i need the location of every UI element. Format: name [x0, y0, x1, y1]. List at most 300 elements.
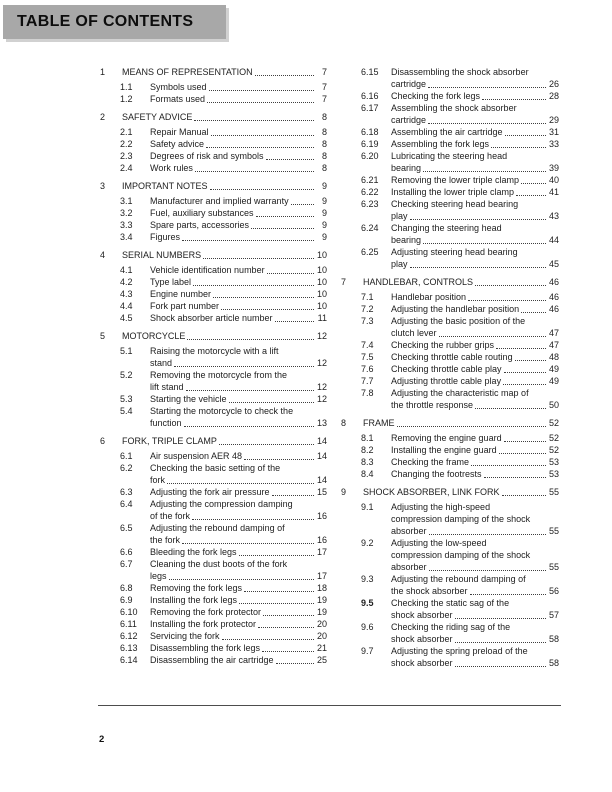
- toc-entry[interactable]: [100, 207, 327, 219]
- toc-entry[interactable]: [341, 468, 559, 480]
- toc-entry-lastline: [391, 363, 559, 375]
- toc-leader-dots: [229, 401, 314, 403]
- toc-entry-title: Removing the engine guard: [391, 433, 502, 443]
- toc-entry[interactable]: [100, 330, 327, 342]
- toc-entry-body: [150, 162, 327, 174]
- toc-entry-page: 10: [316, 265, 327, 275]
- toc-entry-number: 6.14: [120, 655, 138, 665]
- toc-entry[interactable]: [100, 405, 327, 429]
- toc-leader-dots: [423, 170, 546, 172]
- toc-leader-dots: [222, 638, 314, 640]
- toc-entry-title: Manufacturer and implied warranty: [150, 196, 289, 206]
- toc-entry-body: [122, 111, 327, 123]
- toc-entry-title: legs: [150, 571, 167, 581]
- toc-entry-lastline: [391, 174, 559, 186]
- toc-entry-page: 16: [316, 535, 327, 545]
- toc-entry-body: [391, 90, 559, 102]
- toc-entry[interactable]: [100, 162, 327, 174]
- toc-entry-title: Figures: [150, 232, 181, 242]
- toc-entry-page: 44: [548, 235, 559, 245]
- toc-entry-lastline: [391, 258, 559, 270]
- toc-entry[interactable]: [341, 363, 559, 375]
- toc-entry-title: Checking the fork legs: [391, 91, 481, 101]
- toc-entry-page: 47: [548, 328, 559, 338]
- toc-entry-lastline: [150, 312, 327, 324]
- toc-entry-page: 52: [548, 418, 559, 428]
- toc-entry-title-line: compression damping of the shock: [391, 514, 531, 524]
- toc-entry-lastline: [391, 609, 559, 621]
- toc-entry-title: Work rules: [150, 163, 193, 173]
- toc-entry-title: Spare parts, accessories: [150, 220, 250, 230]
- toc-entry-page: 55: [548, 562, 559, 572]
- toc-entry-lastline: [391, 351, 559, 363]
- toc-entry-title: SAFETY ADVICE: [122, 112, 193, 122]
- toc-entry-body: [150, 150, 327, 162]
- toc-leader-dots: [207, 101, 314, 103]
- toc-entry-page: 39: [548, 163, 559, 173]
- toc-entry-number: 4: [100, 250, 106, 260]
- toc-leader-dots: [193, 284, 314, 286]
- toc-entry-body: [391, 303, 559, 315]
- toc-entry-lastline: [391, 375, 559, 387]
- toc-entry-number: 6.3: [120, 487, 133, 497]
- toc-leader-dots: [455, 617, 546, 619]
- toc-entry-title: function: [150, 418, 182, 428]
- toc-entry-body: [391, 291, 559, 303]
- toc-leader-dots: [239, 554, 314, 556]
- toc-entry[interactable]: [100, 393, 327, 405]
- toc-entry-title-line: Checking steering head bearing: [391, 199, 519, 209]
- page-header: [3, 5, 226, 39]
- toc-leader-dots: [206, 146, 314, 148]
- toc-entry-lastline: [122, 435, 327, 447]
- toc-entry-title: Degrees of risk and symbols: [150, 151, 264, 161]
- toc-entry-number: 4.4: [120, 301, 133, 311]
- toc-leader-dots: [203, 257, 314, 259]
- toc-leader-dots: [169, 578, 314, 580]
- toc-leader-dots: [397, 425, 547, 427]
- toc-entry-title-line: Adjusting the spring preload of the: [391, 646, 528, 656]
- toc-entry-title: bearing: [391, 163, 422, 173]
- toc-entry-number: 6.6: [120, 547, 133, 557]
- toc-entry[interactable]: [341, 432, 559, 444]
- toc-entry-lastline: [150, 357, 327, 369]
- toc-entry-title: cartridge: [391, 79, 427, 89]
- toc-entry[interactable]: [341, 246, 559, 270]
- toc-leader-dots: [503, 383, 546, 385]
- toc-entry[interactable]: [100, 231, 327, 243]
- toc-entry-body: [150, 558, 327, 582]
- toc-entry-title: Checking the rubber grips: [391, 340, 495, 350]
- toc-entry-body: [391, 501, 559, 537]
- toc-leader-dots: [258, 626, 314, 628]
- toc-entry[interactable]: [341, 375, 559, 387]
- toc-entry[interactable]: [100, 126, 327, 138]
- toc-entry-body: [391, 339, 559, 351]
- toc-entry-title: Checking the frame: [391, 457, 470, 467]
- toc-entry[interactable]: [100, 249, 327, 261]
- toc-entry[interactable]: [100, 264, 327, 276]
- toc-leader-dots: [276, 662, 314, 664]
- toc-entry[interactable]: [341, 186, 559, 198]
- toc-entry-page: 12: [316, 394, 327, 404]
- toc-entry-number: 2.4: [120, 163, 133, 173]
- toc-entry-title: the shock absorber: [391, 586, 468, 596]
- toc-entry-title-line: Adjusting the basic position of the: [391, 316, 526, 326]
- toc-entry[interactable]: [100, 150, 327, 162]
- toc-entry[interactable]: [100, 369, 327, 393]
- toc-entry-number: 6.4: [120, 499, 133, 509]
- toc-leader-dots: [266, 158, 314, 160]
- toc-entry-number: 8.1: [361, 433, 374, 443]
- toc-entry-lastline: [150, 474, 327, 486]
- toc-entry-number: 9: [341, 487, 347, 497]
- toc-entry-number: 6.12: [120, 631, 138, 641]
- toc-entry-title: bearing: [391, 235, 422, 245]
- toc-entry-body: [391, 537, 559, 573]
- toc-entry-body: [150, 345, 327, 369]
- toc-entry-number: 5.2: [120, 370, 133, 380]
- toc-entry[interactable]: [100, 546, 327, 558]
- toc-entry-title-line: Adjusting the compression damping: [150, 499, 293, 509]
- toc-entry-title-line: Adjusting the rebound damping of: [150, 523, 285, 533]
- toc-entry[interactable]: [341, 102, 559, 126]
- toc-leader-dots: [475, 284, 546, 286]
- toc-leader-dots: [262, 650, 314, 652]
- toc-leader-dots: [516, 194, 546, 196]
- toc-entry-title: the throttle response: [391, 400, 474, 410]
- toc-leader-dots: [410, 218, 546, 220]
- toc-entry-title: Removing the lower triple clamp: [391, 175, 520, 185]
- toc-entry-title: Installing the fork legs: [150, 595, 238, 605]
- toc-leader-dots: [174, 365, 314, 367]
- toc-entry-number: 4.5: [120, 313, 133, 323]
- toc-entry-title-line: Checking the basic setting of the: [150, 463, 281, 473]
- toc-entry[interactable]: [100, 66, 327, 78]
- toc-entry-lastline: [150, 219, 327, 231]
- toc-entry-page: 17: [316, 571, 327, 581]
- toc-entry[interactable]: [100, 138, 327, 150]
- toc-entry-number: 8.4: [361, 469, 374, 479]
- toc-leader-dots: [192, 518, 314, 520]
- toc-entry-title: Fuel, auxiliary substances: [150, 208, 254, 218]
- toc-entry-number: 1.1: [120, 82, 133, 92]
- toc-entry-lastline: [150, 150, 327, 162]
- toc-entry-number: 9.1: [361, 502, 374, 512]
- toc-entry-lastline: [150, 162, 327, 174]
- toc-entry[interactable]: [341, 621, 559, 645]
- toc-entry-lastline: [150, 288, 327, 300]
- toc-entry-body: [391, 621, 559, 645]
- toc-entry[interactable]: [341, 276, 559, 288]
- toc-entry-page: 53: [548, 457, 559, 467]
- toc-entry-number: 6.10: [120, 607, 138, 617]
- toc-entry-body: [150, 276, 327, 288]
- toc-entry[interactable]: [100, 486, 327, 498]
- toc-entry-lastline: [122, 180, 327, 192]
- toc-entry-title-line: Assembling the shock absorber: [391, 103, 517, 113]
- toc-entry[interactable]: [100, 219, 327, 231]
- toc-entry-page: 9: [321, 196, 327, 206]
- toc-entry-lastline: [150, 450, 327, 462]
- toc-entry[interactable]: [100, 276, 327, 288]
- toc-entry-page: 43: [548, 211, 559, 221]
- toc-entry[interactable]: [100, 312, 327, 324]
- toc-entry-page: 52: [548, 445, 559, 455]
- toc-entry-body: [391, 351, 559, 363]
- toc-entry-lastline: [150, 231, 327, 243]
- toc-entry-page: 9: [321, 181, 327, 191]
- toc-entry-body: [150, 369, 327, 393]
- toc-entry[interactable]: [341, 351, 559, 363]
- toc-entry-page: 14: [316, 475, 327, 485]
- toc-leader-dots: [182, 239, 314, 241]
- toc-entry-page: 11: [317, 313, 327, 323]
- toc-entry[interactable]: [100, 594, 327, 606]
- toc-entry-lastline: [363, 486, 559, 498]
- toc-entry-lastline: [391, 138, 559, 150]
- toc-entry-page: 8: [321, 127, 327, 137]
- toc-entry-title: Fork part number: [150, 301, 220, 311]
- toc-entry-lastline: [150, 81, 327, 93]
- toc-entry[interactable]: [100, 606, 327, 618]
- toc-entry-body: [391, 246, 559, 270]
- toc-leader-dots: [167, 482, 314, 484]
- toc-entry-page: 14: [316, 451, 327, 461]
- toc-entry-title: HANDLEBAR, CONTROLS: [363, 277, 474, 287]
- toc-entry[interactable]: [100, 522, 327, 546]
- toc-entry[interactable]: [341, 90, 559, 102]
- toc-entry-page: 10: [316, 250, 327, 260]
- toc-entry-lastline: [150, 195, 327, 207]
- toc-entry[interactable]: [341, 126, 559, 138]
- toc-leader-dots: [272, 494, 314, 496]
- toc-entry-title: Changing the footrests: [391, 469, 482, 479]
- toc-entry-page: 40: [548, 175, 559, 185]
- toc-entry-lastline: [391, 468, 559, 480]
- toc-leader-dots: [291, 203, 314, 205]
- toc-entry-body: [150, 606, 327, 618]
- toc-entry[interactable]: [341, 501, 559, 537]
- toc-entry-lastline: [391, 633, 559, 645]
- toc-entry[interactable]: [341, 198, 559, 222]
- toc-entry[interactable]: [100, 630, 327, 642]
- toc-entry-number: 7: [341, 277, 347, 287]
- toc-entry-number: 7.3: [361, 316, 374, 326]
- toc-entry-title: FRAME: [363, 418, 395, 428]
- toc-leader-dots: [428, 122, 546, 124]
- toc-entry-body: [391, 468, 559, 480]
- toc-entry-body: [391, 102, 559, 126]
- toc-leader-dots: [439, 335, 546, 337]
- toc-entry-number: 6.19: [361, 139, 379, 149]
- toc-entry-lastline: [150, 534, 327, 546]
- table-of-contents: [100, 66, 559, 669]
- toc-entry[interactable]: [100, 345, 327, 369]
- toc-entry-number: 2.3: [120, 151, 133, 161]
- toc-entry[interactable]: [341, 174, 559, 186]
- toc-entry-number: 7.4: [361, 340, 374, 350]
- toc-entry-body: [150, 219, 327, 231]
- toc-entry[interactable]: [100, 558, 327, 582]
- toc-entry[interactable]: [341, 222, 559, 246]
- toc-entry-lastline: [391, 444, 559, 456]
- toc-leader-dots: [515, 359, 546, 361]
- toc-entry-page: 49: [548, 376, 559, 386]
- toc-entry-number: 6.16: [361, 91, 379, 101]
- toc-entry-body: [150, 195, 327, 207]
- toc-entry[interactable]: [100, 111, 327, 123]
- toc-leader-dots: [455, 665, 546, 667]
- toc-entry-body: [150, 594, 327, 606]
- toc-entry-lastline: [150, 300, 327, 312]
- toc-entry[interactable]: [341, 66, 559, 90]
- toc-entry-lastline: [122, 249, 327, 261]
- toc-entry-title-line: Lubricating the steering head: [391, 151, 508, 161]
- toc-leader-dots: [499, 452, 546, 454]
- toc-entry-title-line: Checking the static sag of the: [391, 598, 510, 608]
- toc-entry-body: [122, 66, 327, 78]
- toc-entry-number: 7.7: [361, 376, 374, 386]
- toc-entry-body: [150, 300, 327, 312]
- toc-entry[interactable]: [341, 486, 559, 498]
- toc-entry-number: 8.3: [361, 457, 374, 467]
- toc-entry-page: 17: [316, 547, 327, 557]
- toc-entry-body: [391, 573, 559, 597]
- toc-entry-body: [391, 174, 559, 186]
- toc-entry-body: [122, 330, 327, 342]
- toc-entry-body: [150, 393, 327, 405]
- toc-entry-number: 7.2: [361, 304, 374, 314]
- toc-entry[interactable]: [341, 537, 559, 573]
- toc-entry-title: Adjusting the fork air pressure: [150, 487, 270, 497]
- toc-entry[interactable]: [341, 339, 559, 351]
- toc-entry[interactable]: [100, 498, 327, 522]
- toc-entry[interactable]: [341, 315, 559, 339]
- toc-leader-dots: [482, 98, 546, 100]
- toc-entry[interactable]: [100, 450, 327, 462]
- toc-entry-number: 7.6: [361, 364, 374, 374]
- toc-entry-title-line: Adjusting the characteristic map of: [391, 388, 529, 398]
- toc-entry-title: Starting the vehicle: [150, 394, 227, 404]
- toc-entry[interactable]: [341, 150, 559, 174]
- toc-entry-title: Disassembling the fork legs: [150, 643, 261, 653]
- toc-entry-lastline: [363, 417, 559, 429]
- toc-entry-page: 41: [548, 187, 559, 197]
- toc-entry[interactable]: [341, 303, 559, 315]
- toc-entry[interactable]: [341, 291, 559, 303]
- toc-entry-title: Formats used: [150, 94, 206, 104]
- toc-entry[interactable]: [341, 444, 559, 456]
- toc-entry-page: 52: [548, 433, 559, 443]
- toc-entry[interactable]: [341, 597, 559, 621]
- toc-entry[interactable]: [341, 387, 559, 411]
- toc-entry[interactable]: [100, 654, 327, 666]
- toc-entry-number: 6.5: [120, 523, 133, 533]
- toc-entry-body: [391, 432, 559, 444]
- toc-entry-number: 6.13: [120, 643, 138, 653]
- toc-entry[interactable]: [100, 462, 327, 486]
- toc-entry-body: [391, 375, 559, 387]
- toc-entry-title: Safety advice: [150, 139, 205, 149]
- toc-entry[interactable]: [100, 180, 327, 192]
- footer-page-number: 2: [99, 734, 105, 745]
- toc-entry-lastline: [391, 78, 559, 90]
- toc-entry-page: 46: [548, 292, 559, 302]
- toc-entry-title-line: Adjusting the rebound damping of: [391, 574, 526, 584]
- toc-entry-number: 6.8: [120, 583, 133, 593]
- toc-leader-dots: [423, 242, 546, 244]
- toc-entry[interactable]: [100, 288, 327, 300]
- toc-entry-body: [150, 462, 327, 486]
- toc-entry-title: shock absorber: [391, 658, 453, 668]
- toc-entry[interactable]: [341, 417, 559, 429]
- toc-entry[interactable]: [341, 573, 559, 597]
- toc-leader-dots: [502, 494, 546, 496]
- toc-entry-page: 9: [321, 232, 327, 242]
- toc-entry[interactable]: [100, 642, 327, 654]
- toc-entry[interactable]: [100, 300, 327, 312]
- toc-entry-title-line: compression damping of the shock: [391, 550, 531, 560]
- toc-leader-dots: [186, 389, 314, 391]
- toc-entry-title: Removing the fork legs: [150, 583, 243, 593]
- toc-entry-title: play: [391, 259, 408, 269]
- toc-entry-number: 6.18: [361, 127, 379, 137]
- toc-entry[interactable]: [100, 81, 327, 93]
- toc-entry-lastline: [391, 291, 559, 303]
- toc-entry[interactable]: [100, 435, 327, 447]
- toc-entry-body: [391, 198, 559, 222]
- toc-entry-title: SERIAL NUMBERS: [122, 250, 202, 260]
- toc-entry[interactable]: [100, 93, 327, 105]
- toc-entry[interactable]: [100, 195, 327, 207]
- toc-leader-dots: [184, 425, 314, 427]
- toc-entry-number: 6.1: [120, 451, 133, 461]
- toc-entry-title: Assembling the fork legs: [391, 139, 490, 149]
- toc-entry[interactable]: [100, 582, 327, 594]
- toc-entry-title: Bleeding the fork legs: [150, 547, 237, 557]
- toc-entry-lastline: [391, 186, 559, 198]
- toc-entry-page: 53: [548, 469, 559, 479]
- toc-entry-title-line: Raising the motorcycle with a lift: [150, 346, 279, 356]
- toc-entry[interactable]: [100, 618, 327, 630]
- toc-entry[interactable]: [341, 456, 559, 468]
- toc-entry-title: Adjusting the handlebar position: [391, 304, 520, 314]
- toc-entry-lastline: [150, 582, 327, 594]
- toc-entry[interactable]: [341, 138, 559, 150]
- toc-entry-page: 56: [548, 586, 559, 596]
- toc-entry-body: [122, 435, 327, 447]
- toc-entry-body: [391, 138, 559, 150]
- toc-entry-lastline: [391, 90, 559, 102]
- toc-entry-title: fork: [150, 475, 166, 485]
- toc-entry-page: 26: [548, 79, 559, 89]
- toc-entry-lastline: [150, 570, 327, 582]
- toc-entry-page: 50: [548, 400, 559, 410]
- toc-entry-lastline: [122, 330, 327, 342]
- toc-entry-page: 58: [548, 634, 559, 644]
- toc-entry-body: [122, 249, 327, 261]
- toc-leader-dots: [428, 86, 546, 88]
- toc-leader-dots: [219, 443, 314, 445]
- toc-entry-number: 7.8: [361, 388, 374, 398]
- toc-entry[interactable]: [341, 645, 559, 669]
- toc-entry-number: 4.2: [120, 277, 133, 287]
- toc-leader-dots: [187, 338, 314, 340]
- toc-entry-lastline: [150, 264, 327, 276]
- toc-entry-title-line: Removing the motorcycle from the: [150, 370, 288, 380]
- toc-entry-number: 8.2: [361, 445, 374, 455]
